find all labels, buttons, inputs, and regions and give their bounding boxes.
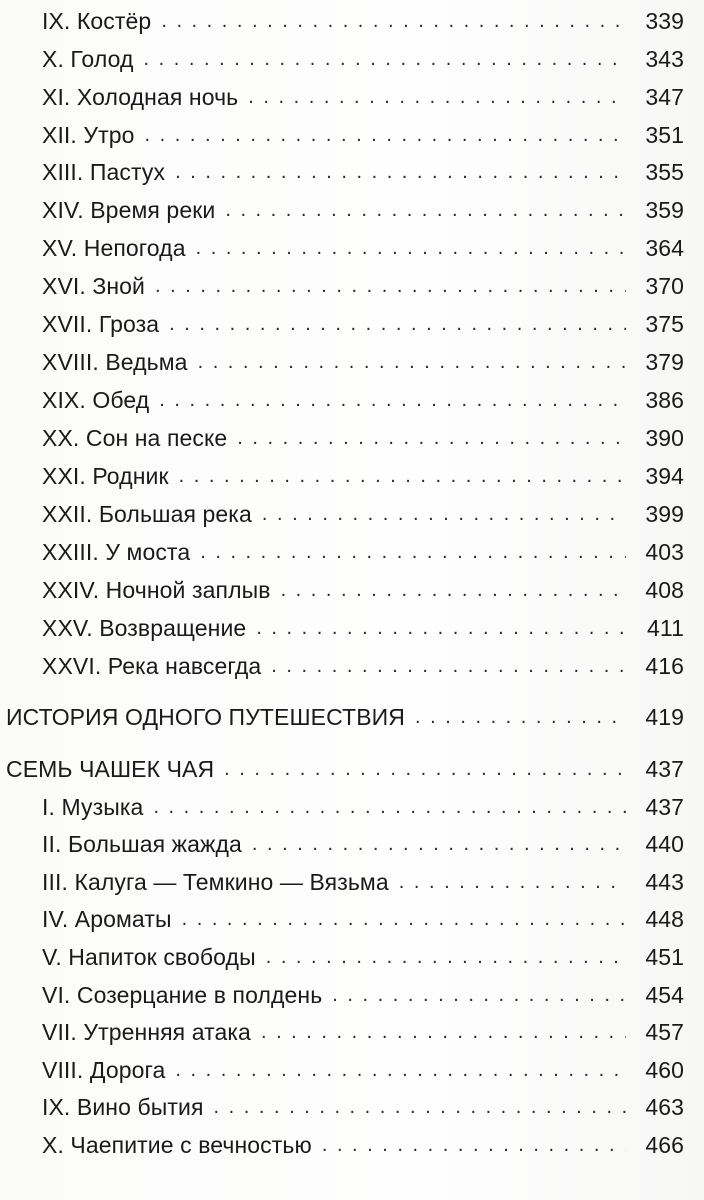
toc-entry: [42, 80, 684, 114]
toc-entry-page: 454: [645, 982, 684, 1008]
toc-entry-page: 390: [645, 425, 684, 451]
toc-entry-title: I. Музыка: [42, 794, 144, 820]
dot-leader: [224, 752, 626, 786]
toc-entry-title: VI. Созерцание в полдень: [42, 982, 323, 1008]
dot-leader: [179, 459, 626, 493]
toc-entry-title: XII. Утро: [42, 122, 135, 148]
dot-leader: [169, 307, 626, 341]
toc-entry-page: 370: [645, 273, 684, 299]
dot-leader: [271, 649, 626, 683]
toc-entry-title: VIII. Дорога: [42, 1057, 166, 1083]
toc-entry: [42, 790, 684, 824]
toc-entry-page: 379: [645, 349, 684, 375]
toc-entry-page: 386: [645, 387, 684, 413]
dot-leader: [153, 790, 626, 824]
toc-entry-page: 448: [645, 906, 684, 932]
toc-entry: [42, 269, 684, 303]
toc-entry-title: XI. Холодная ночь: [42, 84, 239, 110]
toc-entry: [42, 4, 684, 38]
dot-leader: [256, 611, 626, 645]
toc-entry-page: 399: [645, 501, 684, 527]
toc-entry-title: XXVI. Река навсегда: [42, 653, 262, 679]
toc-entry: [42, 459, 684, 493]
toc-entry-page: 408: [645, 577, 684, 603]
toc-entry-title: IV. Ароматы: [42, 906, 172, 932]
toc-entry-page: 355: [645, 159, 684, 185]
toc-entry: [42, 1053, 684, 1087]
toc-entry-page: 466: [645, 1132, 684, 1158]
dot-leader: [252, 827, 626, 861]
toc-entry-title: XVIII. Ведьма: [42, 349, 188, 375]
toc-entry-title: XXV. Возвращение: [42, 615, 247, 641]
toc-entry-title: X. Голод: [42, 46, 134, 72]
dot-leader: [415, 700, 626, 734]
toc-entry: [42, 1015, 684, 1049]
toc-entry: [42, 42, 684, 76]
toc-entry-page: 347: [645, 84, 684, 110]
toc-section-page: 437: [645, 756, 684, 782]
toc-entry-title: II. Большая жажда: [42, 831, 242, 857]
toc-entry-page: 443: [645, 869, 684, 895]
dot-leader: [196, 231, 626, 265]
toc-entry: [42, 345, 684, 379]
dot-leader: [159, 383, 626, 417]
toc-entry-page: 343: [645, 46, 684, 72]
toc-entry-page: 437: [645, 794, 684, 820]
dot-leader: [248, 80, 626, 114]
dot-leader: [144, 42, 626, 76]
toc-entry-page: 451: [645, 944, 684, 970]
toc-entry-page: 394: [645, 463, 684, 489]
toc-entry-page: 460: [645, 1057, 684, 1083]
toc-entry-page: 440: [645, 831, 684, 857]
toc-entry-page: 403: [645, 539, 684, 565]
toc-section-title: ИСТОРИЯ ОДНОГО ПУТЕШЕСТВИЯ: [6, 704, 405, 730]
toc-entry-title: XV. Непогода: [42, 235, 186, 261]
toc-entry: [42, 307, 684, 341]
dot-leader: [225, 193, 626, 227]
dot-leader: [262, 497, 626, 531]
dot-leader: [261, 1015, 626, 1049]
toc-entry: [42, 1128, 684, 1162]
toc-entry-page: 339: [645, 8, 684, 34]
toc-entry: [42, 978, 684, 1012]
toc-entry-title: XIX. Обед: [42, 387, 150, 413]
toc-entry: [42, 649, 684, 683]
toc-entry-page: 351: [645, 122, 684, 148]
toc-section-entry: [6, 752, 684, 786]
toc-entry-page: 457: [645, 1019, 684, 1045]
toc-entry-title: V. Напиток свободы: [42, 944, 256, 970]
toc-section-title: СЕМЬ ЧАШЕК ЧАЯ: [6, 756, 215, 782]
dot-leader: [161, 4, 626, 38]
toc-section-page: 419: [645, 704, 684, 730]
dot-leader: [332, 978, 626, 1012]
toc-entry-page: 359: [645, 197, 684, 223]
dot-leader: [281, 573, 626, 607]
toc-entry: [42, 383, 684, 417]
dot-leader: [322, 1128, 626, 1162]
toc-entry-title: III. Калуга — Темкино — Вязьма: [42, 869, 389, 895]
toc-entry-title: IX. Вино бытия: [42, 1094, 204, 1120]
toc-entry-title: XX. Сон на песке: [42, 425, 228, 451]
toc-entry-title: XXI. Родник: [42, 463, 169, 489]
dot-leader: [399, 865, 626, 899]
dot-leader: [182, 902, 626, 936]
toc-entry-title: IX. Костёр: [42, 8, 152, 34]
dot-leader: [200, 535, 626, 569]
dot-leader: [145, 118, 626, 152]
toc-entry-title: XIII. Пастух: [42, 159, 166, 185]
dot-leader: [175, 1053, 626, 1087]
toc-entry-page: 375: [645, 311, 684, 337]
toc-entry: [42, 865, 684, 899]
dot-leader: [214, 1090, 626, 1124]
toc-entry-page: 463: [645, 1094, 684, 1120]
dot-leader: [266, 940, 626, 974]
toc-entry: [42, 902, 684, 936]
toc-entry-title: XVI. Зной: [42, 273, 145, 299]
toc-entry-title: XXII. Большая река: [42, 501, 252, 527]
toc-entry-title: XVII. Гроза: [42, 311, 160, 337]
toc-entry: [42, 193, 684, 227]
toc-entry: [42, 118, 684, 152]
toc-entry-title: XXIII. У моста: [42, 539, 191, 565]
dot-leader: [198, 345, 626, 379]
toc-entry-page: 416: [645, 653, 684, 679]
toc-entry: [42, 535, 684, 569]
toc-entry: [42, 1090, 684, 1124]
toc-entry-title: VII. Утренняя атака: [42, 1019, 251, 1045]
toc-entry: [42, 940, 684, 974]
toc-entry: [42, 611, 684, 645]
dot-leader: [237, 421, 626, 455]
toc-entry: [42, 231, 684, 265]
toc-entry-title: X. Чаепитие с вечностью: [42, 1132, 312, 1158]
toc-entry: [42, 573, 684, 607]
toc-entry-title: XIV. Время реки: [42, 197, 216, 223]
toc-entry: [42, 827, 684, 861]
toc-entry-page: 411: [647, 615, 684, 641]
toc-entry-page: 364: [645, 235, 684, 261]
toc-entry: [42, 155, 684, 189]
toc-section-entry: [6, 700, 684, 734]
toc-entry: [42, 421, 684, 455]
dot-leader: [155, 269, 626, 303]
toc-entry: [42, 497, 684, 531]
dot-leader: [175, 155, 626, 189]
toc-entry-title: XXIV. Ночной заплыв: [42, 577, 271, 603]
